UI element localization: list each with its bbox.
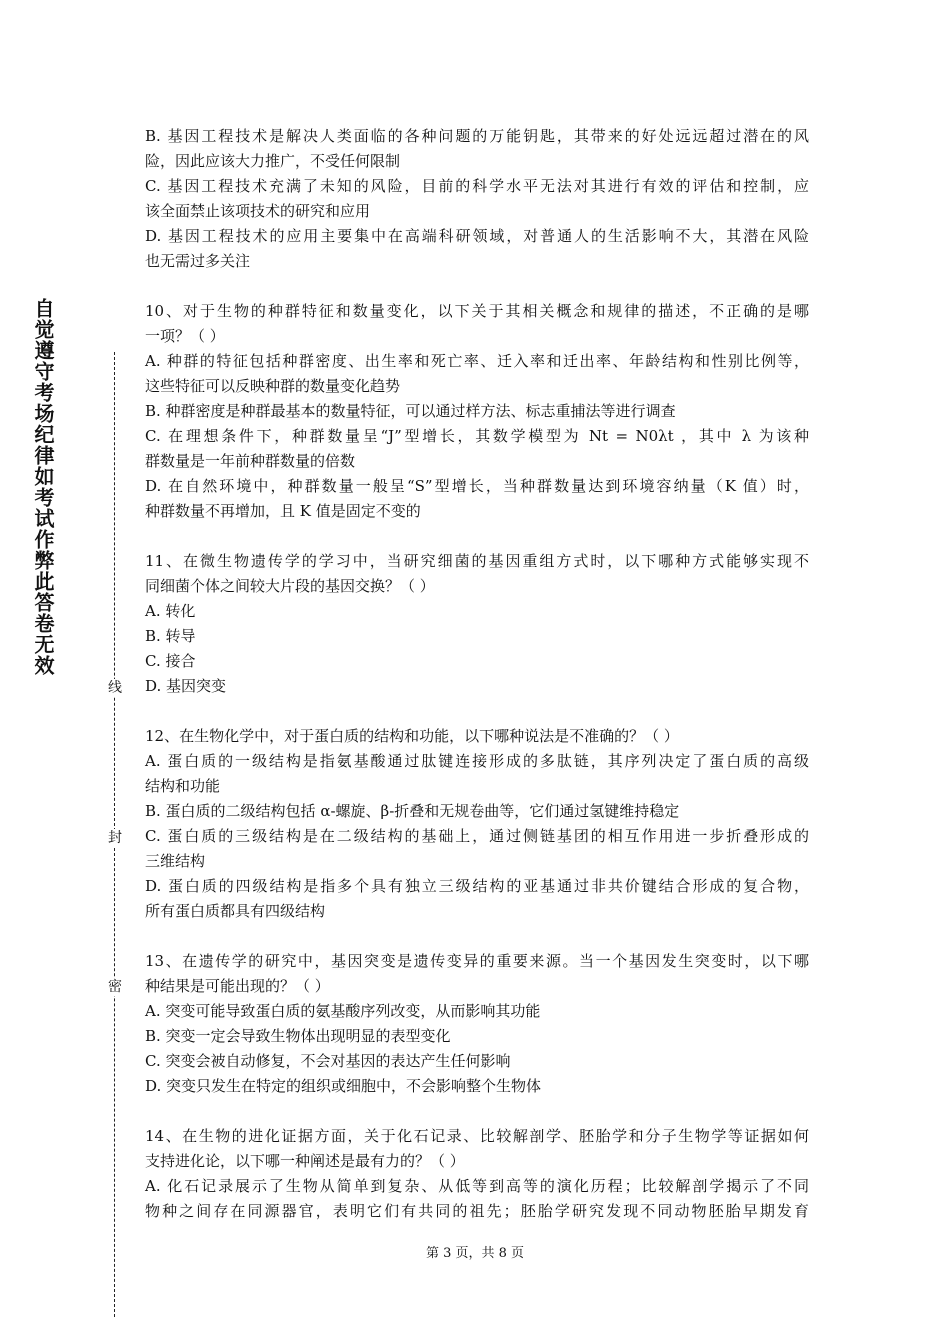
q10-option-c: C. 在理想条件下，种群数量呈“J”型增长，其数学模型为 Nt = N0λt ，其中 λ 为该种 bbox=[145, 427, 809, 445]
q10-option-d-cont: 种群数量不再增加，且 K 值是固定不变的 bbox=[145, 502, 421, 520]
q11-option-a: A. 转化 bbox=[145, 602, 196, 620]
q10-option-a: A. 种群的特征包括种群密度、出生率和死亡率、迁入率和迁出率、年龄结构和性别比例等， bbox=[145, 352, 809, 370]
q10-stem-cont: 一项？（ ） bbox=[145, 327, 225, 345]
page-number: 第 3 页，共 8 页 bbox=[425, 1246, 525, 1261]
q12-option-a-cont: 结构和功能 bbox=[145, 777, 221, 795]
q13-option-a: A. 突变可能导致蛋白质的氨基酸序列改变，从而影响其功能 bbox=[145, 1002, 541, 1020]
question-9-continued bbox=[145, 124, 809, 274]
q12-option-d: D. 蛋白质的四级结构是指多个具有独立三级结构的亚基通过非共价键结合形成的复合物， bbox=[145, 877, 809, 895]
q9-option-c: C. 基因工程技术充满了未知的风险，目前的科学水平无法对其进行有效的评估和控制，应 bbox=[145, 177, 809, 195]
q9-option-c-cont: 该全面禁止该项技术的研究和应用 bbox=[145, 202, 371, 220]
q14-stem-cont: 支持进化论，以下哪一种阐述是最有力的？（ ） bbox=[145, 1152, 465, 1170]
binding-mark-feng: 封 bbox=[108, 830, 122, 846]
q12-option-b: B. 蛋白质的二级结构包括 α-螺旋、β-折叠和无规卷曲等，它们通过氢键维持稳定 bbox=[145, 802, 680, 820]
q11-option-b: B. 转导 bbox=[145, 627, 196, 645]
q12-option-c: C. 蛋白质的三级结构是在二级结构的基础上，通过侧链基团的相互作用进一步折叠形成的 bbox=[145, 827, 809, 845]
q9-option-d-cont: 也无需过多关注 bbox=[145, 252, 251, 270]
question-10 bbox=[145, 299, 809, 524]
q14-option-a-cont: 物种之间存在同源器官，表明它们有共同的祖先；胚胎学研究发现不同动物胚胎早期发育 bbox=[145, 1202, 809, 1220]
q11-stem: 11、在微生物遗传学的学习中，当研究细菌的基因重组方式时，以下哪种方式能够实现不 bbox=[145, 552, 809, 570]
exam-discipline-notice: 自觉遵守考场纪律如考试作弊此答卷无效 bbox=[31, 298, 55, 676]
q13-stem-cont: 种结果是可能出现的？（ ） bbox=[145, 977, 330, 995]
q11-option-c: C. 接合 bbox=[145, 652, 196, 670]
q12-option-d-cont: 所有蛋白质都具有四级结构 bbox=[145, 902, 326, 920]
question-11 bbox=[145, 549, 809, 699]
q11-option-d: D. 基因突变 bbox=[145, 677, 227, 695]
q12-stem: 12、在生物化学中，对于蛋白质的结构和功能，以下哪种说法是不准确的？（ ） bbox=[145, 727, 679, 745]
q10-option-b: B. 种群密度是种群最基本的数量特征，可以通过样方法、标志重捕法等进行调查 bbox=[145, 402, 676, 420]
q12-option-c-cont: 三维结构 bbox=[145, 852, 206, 870]
q14-option-a: A. 化石记录展示了生物从简单到复杂、从低等到高等的演化历程；比较解剖学揭示了不同 bbox=[145, 1177, 809, 1195]
q13-option-c: C. 突变会被自动修复，不会对基因的表达产生任何影响 bbox=[145, 1052, 511, 1070]
q10-stem: 10、对于生物的种群特征和数量变化，以下关于其相关概念和规律的描述，不正确的是哪 bbox=[145, 302, 809, 320]
binding-mark-mi: 密 bbox=[108, 979, 122, 995]
question-content bbox=[145, 124, 809, 1224]
q11-stem-cont: 同细菌个体之间较大片段的基因交换？（ ） bbox=[145, 577, 435, 595]
q12-option-a: A. 蛋白质的一级结构是指氨基酸通过肽键连接形成的多肽链，其序列决定了蛋白质的高级 bbox=[145, 752, 809, 770]
q13-option-d: D. 突变只发生在特定的组织或细胞中，不会影响整个生物体 bbox=[145, 1077, 542, 1095]
q10-option-a-cont: 这些特征可以反映种群的数量变化趋势 bbox=[145, 377, 401, 395]
q9-option-d: D. 基因工程技术的应用主要集中在高端科研领域，对普通人的生活影响不大，其潜在风险 bbox=[145, 227, 809, 245]
q13-stem: 13、在遗传学的研究中，基因突变是遗传变异的重要来源。当一个基因发生突变时，以下哪 bbox=[145, 952, 809, 970]
question-13 bbox=[145, 949, 809, 1099]
q9-option-b: B. 基因工程技术是解决人类面临的各种问题的万能钥匙，其带来的好处远远超过潜在的风 bbox=[145, 127, 809, 145]
q14-stem: 14、在生物的进化证据方面，关于化石记录、比较解剖学、胚胎学和分子生物学等证据如何 bbox=[145, 1127, 809, 1145]
q13-option-b: B. 突变一定会导致生物体出现明显的表型变化 bbox=[145, 1027, 451, 1045]
q10-option-c-cont: 群数量是一年前种群数量的倍数 bbox=[145, 452, 356, 470]
binding-mark-xian: 线 bbox=[108, 680, 122, 696]
q9-option-b-cont: 险，因此应该大力推广，不受任何限制 bbox=[145, 152, 401, 170]
question-14 bbox=[145, 1124, 809, 1224]
q10-option-d: D. 在自然环境中，种群数量一般呈“S”型增长，当种群数量达到环境容纳量（K 值）时， bbox=[145, 477, 809, 495]
question-12 bbox=[145, 724, 809, 924]
